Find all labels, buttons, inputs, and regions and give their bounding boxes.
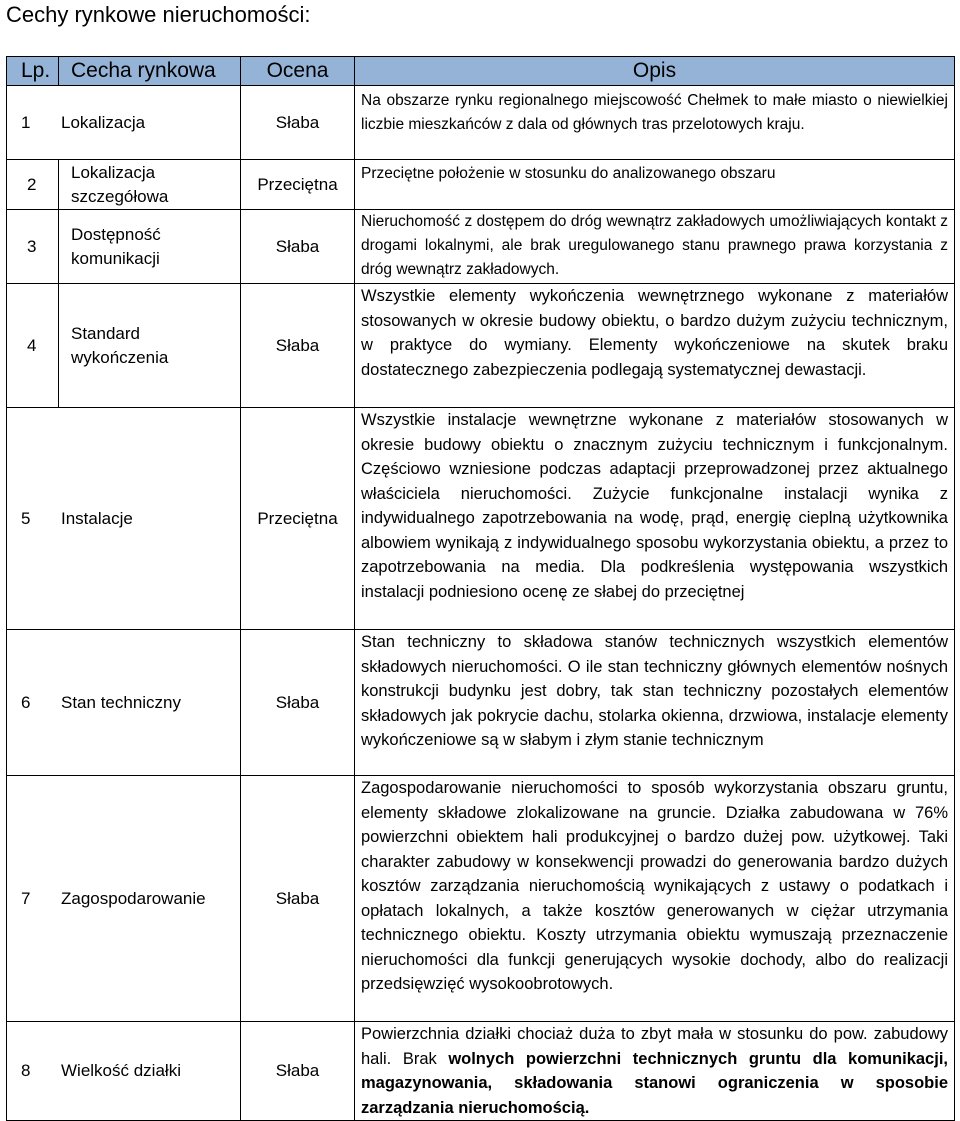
table-row (7, 630, 955, 776)
row-description: Na obszarze rynku regionalnego miejscowość Chełmek to małe miasto o niewielkiej liczbie mieszkańców z dala od głównych tras przelotowych kraju. (355, 86, 955, 160)
row-feature: Wielkość działki (61, 1061, 181, 1080)
row-lp: 4 (7, 284, 59, 408)
table-row (7, 210, 955, 284)
row-feature: Lokalizacja (61, 112, 146, 132)
table-row (7, 160, 955, 210)
row-8-lp-feature (7, 1022, 241, 1121)
row-rating: Słaba (241, 776, 355, 1022)
header-feature: Cecha rynkowa (59, 57, 241, 86)
row-description-normal: Powierzchnia działki chociaż duża to zbyt mała w stosunku do pow. zabudowy hali. Brak (361, 1025, 948, 1068)
page-title: Cechy rynkowe nieruchomości: (6, 2, 311, 27)
table-row (7, 408, 955, 630)
row-lp: 3 (7, 210, 59, 284)
header-description: Opis (355, 57, 955, 86)
row-feature: Lokalizacja szczegółowa (59, 160, 241, 210)
table-row (7, 776, 955, 1022)
row-rating: Przeciętna (241, 160, 355, 210)
table-row (7, 284, 955, 408)
row-7-lp-feature (7, 776, 241, 1022)
row-1-lp-feature (7, 86, 241, 160)
row-description: Zagospodarowanie nieruchomości to sposób wykorzystania obszaru gruntu, elementy składowe zlokalizowane na gruncie. Działka zabudowana w 76% powierzchni obiektem hali produkcyjnej o bardzo dużej pow. użytkowej. Taki charakter zabudowy w konsekwencji prowadzi do generowania bardzo dużych kosztów zarządzania nieruchomością wynikających z ustawy o podatkach i opłatach lokalnych, a także kosztów generowanych w ciężar utrzymania technicznego obiektu. Koszty utrzymania obiektu wymuszają przeznaczenie nieruchomości dla funkcji generujących wysokie dochody, albo do realizacji przedsięwzięć wysokoobrotowych. (355, 776, 955, 1022)
market-features-table (6, 56, 955, 1121)
row-description: Przeciętne położenie w stosunku do analizowanego obszaru (355, 160, 955, 210)
row-lp: 7 (21, 888, 31, 908)
row-5-lp-feature (7, 408, 241, 630)
row-rating: Przeciętna (241, 408, 355, 630)
row-rating: Słaba (241, 284, 355, 408)
row-rating: Słaba (241, 86, 355, 160)
row-lp: 8 (21, 1061, 31, 1080)
row-feature: Stan techniczny (61, 692, 182, 712)
header-lp: Lp. (7, 57, 59, 86)
row-description: Wszystkie instalacje wewnętrzne wykonane z materiałów stosowanych w okresie budowy obiektu o znacznym zużyciu technicznym i funkcjonalnym. Częściowo wzniesione podczas adaptacji przeprowadzonej przez aktualnego właściciela nieruchomości. Zużycie funkcjonalne instalacji wynika z indywidualnego zapotrzebowania na wodę, prąd, energię cieplną użytkownika albowiem wynikają z indywidualnego sposobu wykorzystania obiektu, a przez to zapotrzebowania na media. Dla podkreślenia występowania wszystkich instalacji podniesiono ocenę ze słabej do przeciętnej (355, 408, 955, 630)
row-description: Wszystkie elementy wykończenia wewnętrznego wykonane z materiałów stosowanych w okresie budowy obiektu, o bardzo dużym zużyciu technicznym, w praktyce do wymiany. Elementy wykończeniowe na skutek braku dostatecznego zabezpieczenia podlegają systematycznej dewastacji. (355, 284, 955, 408)
row-description: Stan techniczny to składowa stanów technicznych wszystkich elementów składowych nieruchomości. O ile stan techniczny głównych elementów nośnych konstrukcji budynku jest dobry, tak stan techniczny pozostałych elementów składowych jak pokrycie dachu, stolarka okienna, drzwiowa, instalacje elementy wykończeniowe są w słabym i złym stanie technicznym (355, 630, 955, 776)
table-row (7, 86, 955, 160)
table-row (7, 1022, 955, 1121)
row-feature: Instalacje (61, 508, 133, 528)
row-lp: 1 (21, 112, 31, 132)
row-description-bold: wolnych powierzchni technicznych gruntu dla komunikacji, magazynowania, składowania stanowi ograniczenia w sposobie zarządzania nieruchomością. (361, 1049, 948, 1117)
row-description: Nieruchomość z dostępem do dróg wewnątrz zakładowych umożliwiających kontakt z drogami lokalnymi, ale brak uregulowanego stanu prawnego prawa korzystania z dróg wewnątrz zakładowych. (355, 210, 955, 284)
row-feature: Dostępność komunikacji (59, 210, 241, 284)
row-lp: 6 (21, 692, 31, 712)
row-rating: Słaba (241, 630, 355, 776)
row-feature: Standard wykończenia (59, 284, 241, 408)
row-lp: 5 (21, 508, 31, 528)
row-rating: Słaba (241, 1022, 355, 1121)
row-rating: Słaba (241, 210, 355, 284)
row-description (355, 1022, 955, 1121)
row-6-lp-feature (7, 630, 241, 776)
row-lp: 2 (7, 160, 59, 210)
header-rating: Ocena (241, 57, 355, 86)
row-feature: Zagospodarowanie (61, 888, 206, 908)
table-header-row (7, 57, 955, 86)
